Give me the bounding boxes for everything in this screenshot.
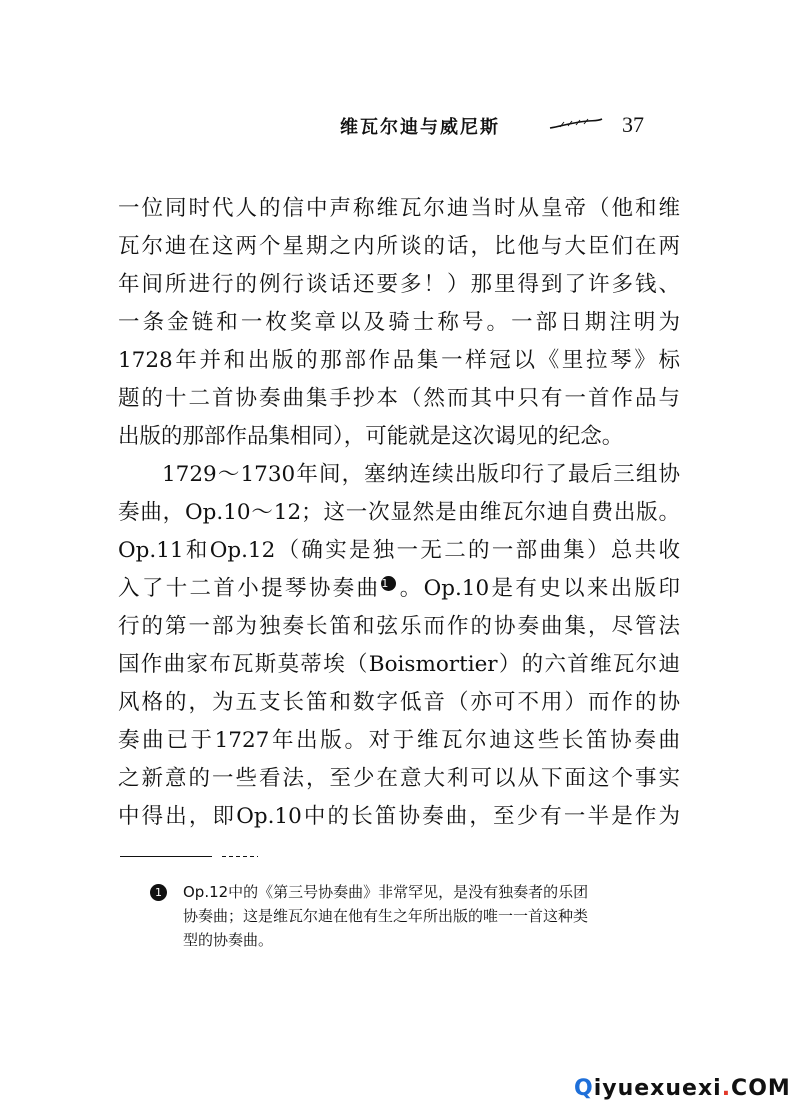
body-line: 中得出，即Op.10中的长笛协奏曲，至少有一半是作为: [118, 804, 680, 829]
body-line: 奏曲已于1727年出版。对于维瓦尔迪这些长笛协奏曲: [118, 728, 680, 753]
footnote-reference[interactable]: 1: [381, 576, 396, 591]
body-line: 瓦尔迪在这两个星期之内所谈的话，比他与大臣们在两: [118, 234, 680, 259]
footnote-divider: [120, 856, 212, 857]
body-line: 行的第一部为独奏长笛和弦乐而作的协奏曲集，尽管法: [118, 614, 680, 639]
watermark-tld: COM: [731, 1076, 791, 1101]
footnote-marker: 1: [150, 884, 167, 901]
watermark-dot: .: [721, 1076, 732, 1101]
body-line: 一位同时代人的信中声称维瓦尔迪当时从皇帝（他和维: [118, 196, 680, 221]
page-number: 37: [622, 112, 644, 137]
body-text: [118, 190, 680, 836]
running-head: 维瓦尔迪与威尼斯: [340, 117, 500, 138]
body-line: 之新意的一些看法，至少在意大利可以从下面这个事实: [118, 766, 680, 791]
body-line: 奏曲，Op.10～12；这一次显然是由维瓦尔迪自费出版。: [118, 500, 680, 525]
body-line: 一条金链和一枚奖章以及骑士称号。一部日期注明为: [118, 310, 680, 335]
footnote: [150, 880, 680, 952]
body-line: 年间所进行的例行谈话还要多！）那里得到了许多钱、: [118, 272, 680, 297]
footnote-line: Op.12中的《第三号协奏曲》非常罕见，是没有独奏者的乐团: [183, 883, 589, 901]
ornament-icon: [548, 116, 604, 132]
body-line: 风格的，为五支长笛和数字低音（亦可不用）而作的协: [118, 690, 680, 715]
watermark-q: Q: [574, 1076, 594, 1101]
body-line: 1729～1730年间，塞纳连续出版印行了最后三组协: [162, 462, 680, 487]
footnote-divider-dash: [222, 856, 258, 857]
watermark-main: iyuexuexi: [593, 1076, 722, 1101]
body-line: 题的十二首协奏曲集手抄本（然而其中只有一首作品与: [118, 386, 680, 411]
body-line: [118, 570, 680, 608]
body-line-part: 入了十二首小提琴协奏曲: [118, 576, 381, 601]
footnote-text: [183, 880, 680, 952]
footnote-line: 型的协奏曲。: [183, 931, 274, 949]
site-watermark: [574, 1076, 791, 1101]
body-line: 出版的那部作品集相同），可能就是这次谒见的纪念。: [118, 424, 624, 449]
body-line: 国作曲家布瓦斯莫蒂埃（Boismortier）的六首维瓦尔迪: [118, 652, 680, 677]
body-line-part: 。Op.10是有史以来出版印: [397, 576, 680, 601]
body-line: 1728年并和出版的那部作品集一样冠以《里拉琴》标: [118, 348, 680, 373]
footnote-line: 协奏曲；这是维瓦尔迪在他有生之年所出版的唯一一首这种类: [183, 907, 589, 925]
body-line: Op.11和Op.12（确实是独一无二的一部曲集）总共收: [118, 538, 680, 563]
